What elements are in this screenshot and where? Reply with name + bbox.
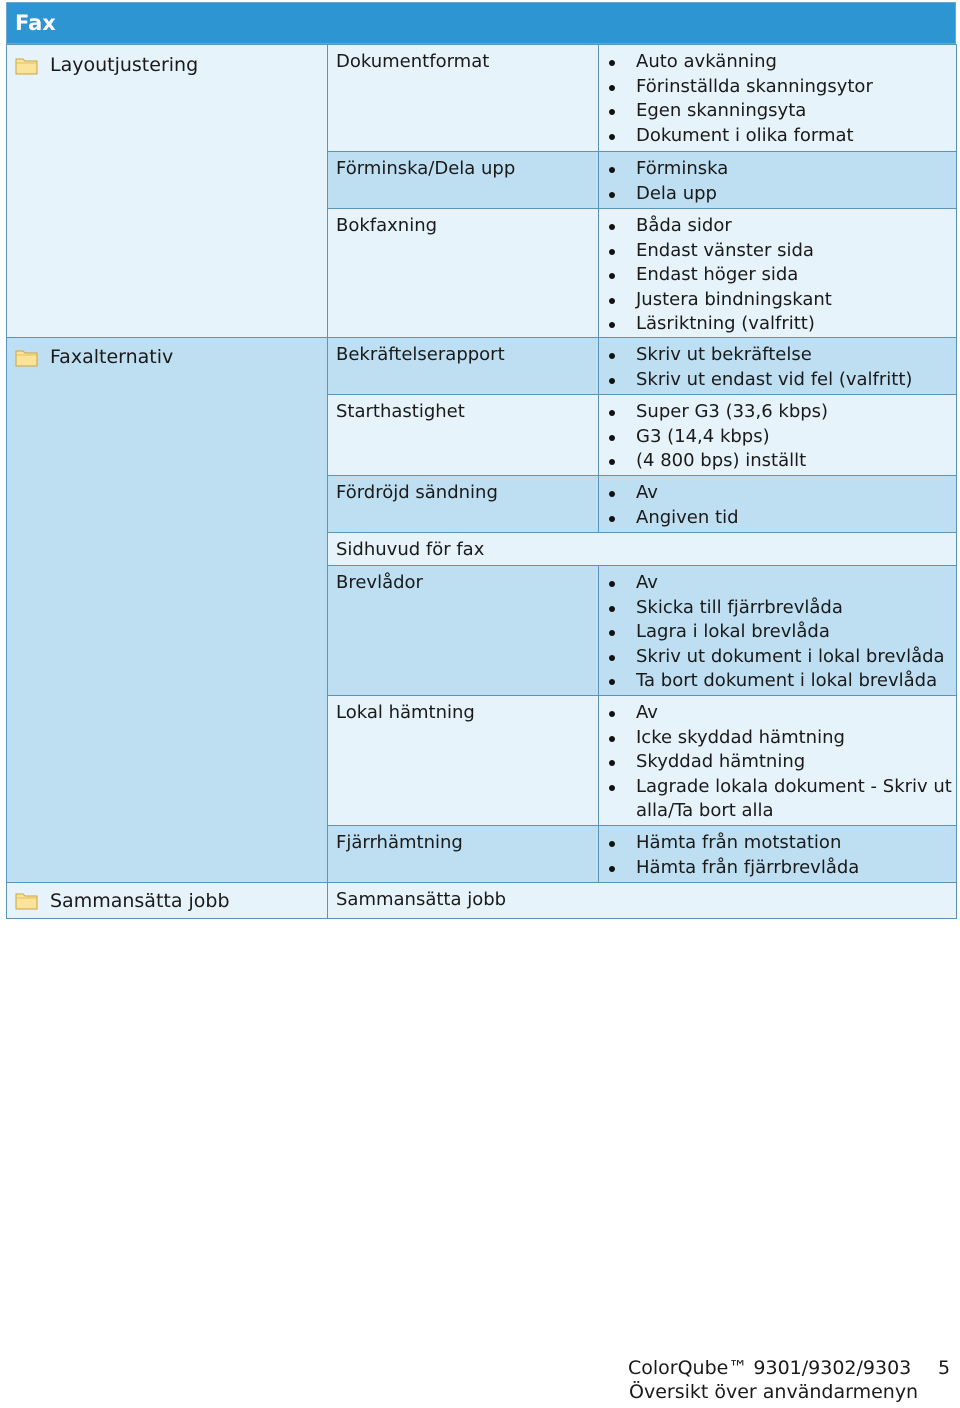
options-list xyxy=(609,831,859,880)
folder-icon xyxy=(15,56,38,75)
options-list xyxy=(609,214,832,337)
option-item: Super G3 (33,6 kbps) xyxy=(609,400,828,425)
option-item: Lagra i lokal brevlåda xyxy=(609,620,945,645)
row-name: Dokumentformat xyxy=(336,51,490,72)
option-item: Lagrade lokala dokument - Skriv ut xyxy=(609,775,952,800)
row-name: Bekräftelserapport xyxy=(336,344,505,365)
options-list xyxy=(609,571,945,694)
option-item: Skriv ut dokument i lokal brevlåda xyxy=(609,645,945,670)
row-name-cell xyxy=(327,532,957,566)
option-item: Båda sidor xyxy=(609,214,832,239)
option-item: Angiven tid xyxy=(609,506,739,531)
options-list xyxy=(609,50,873,148)
option-item: Läsriktning (valfritt) xyxy=(609,312,832,337)
options-list xyxy=(609,400,828,474)
option-item: Skriv ut endast vid fel (valfritt) xyxy=(609,368,912,393)
row-name-cell xyxy=(327,825,599,883)
row-name-cell xyxy=(327,394,599,476)
option-item: Dela upp xyxy=(609,182,728,207)
row-name-cell xyxy=(327,44,599,152)
option-item: Icke skyddad hämtning xyxy=(609,726,952,751)
section-label: Layoutjustering xyxy=(50,54,199,76)
option-item: G3 (14,4 kbps) xyxy=(609,425,828,450)
option-item: Skriv ut bekräftelse xyxy=(609,343,912,368)
row-name: Lokal hämtning xyxy=(336,702,475,723)
row-options-cell xyxy=(598,151,957,209)
row-options-cell xyxy=(598,337,957,395)
row-options-cell xyxy=(598,695,957,826)
header-title: Fax xyxy=(15,11,56,35)
options-list xyxy=(609,157,728,206)
option-item: Auto avkänning xyxy=(609,50,873,75)
option-item: Justera bindningskant xyxy=(609,288,832,313)
option-item: Hämta från fjärrbrevlåda xyxy=(609,856,859,881)
row-name-cell xyxy=(327,208,599,338)
row-name-cell xyxy=(327,695,599,826)
section-layoutjustering xyxy=(6,44,328,338)
option-item: (4 800 bps) inställt xyxy=(609,449,828,474)
row-options-cell xyxy=(598,475,957,533)
option-item: Hämta från motstation xyxy=(609,831,859,856)
section-faxalternativ xyxy=(6,337,328,883)
option-item: Ta bort dokument i lokal brevlåda xyxy=(609,669,945,694)
option-item: Dokument i olika format xyxy=(609,124,873,149)
footer-subtitle: Översikt över användarmenyn xyxy=(629,1381,919,1403)
section-label: Faxalternativ xyxy=(50,346,174,368)
option-item: Av xyxy=(609,481,739,506)
option-item: Egen skanningsyta xyxy=(609,99,873,124)
option-item: Endast höger sida xyxy=(609,263,832,288)
row-name: Fördröjd sändning xyxy=(336,482,498,503)
option-item: Av xyxy=(609,571,945,596)
row-name: Förminska/Dela upp xyxy=(336,158,516,179)
folder-icon xyxy=(15,891,38,910)
option-item: Av xyxy=(609,701,952,726)
section-label: Sammansätta jobb xyxy=(50,890,230,912)
row-name-cell xyxy=(327,565,599,696)
footer-product: ColorQube™ 9301/9302/9303 xyxy=(628,1357,912,1379)
option-item: Förminska xyxy=(609,157,728,182)
row-name-cell xyxy=(327,337,599,395)
option-item: Skyddad hämtning xyxy=(609,750,952,775)
options-list xyxy=(609,701,952,824)
page-header xyxy=(6,2,956,44)
option-item: Endast vänster sida xyxy=(609,239,832,264)
row-name-cell xyxy=(327,151,599,209)
row-options-cell xyxy=(598,565,957,696)
option-item-continuation: alla/Ta bort alla xyxy=(636,800,774,821)
row-options-cell xyxy=(598,394,957,476)
footer-page-number: 5 xyxy=(938,1357,951,1379)
row-name: Fjärrhämtning xyxy=(336,832,463,853)
row-name: Starthastighet xyxy=(336,401,465,422)
option-item: Förinställda skanningsytor xyxy=(609,75,873,100)
row-name: Sidhuvud för fax xyxy=(336,539,485,560)
options-list xyxy=(609,343,912,392)
row-options-cell xyxy=(598,208,957,338)
row-name: Brevlådor xyxy=(336,572,423,593)
section-sammansatta-jobb xyxy=(6,882,328,919)
row-name-cell xyxy=(327,475,599,533)
row-options-cell xyxy=(598,44,957,152)
row-name-cell xyxy=(327,882,957,919)
row-name: Bokfaxning xyxy=(336,215,438,236)
options-list xyxy=(609,481,739,530)
folder-icon xyxy=(15,348,38,367)
option-item: Skicka till fjärrbrevlåda xyxy=(609,596,945,621)
row-name: Sammansätta jobb xyxy=(336,889,507,910)
row-options-cell xyxy=(598,825,957,883)
